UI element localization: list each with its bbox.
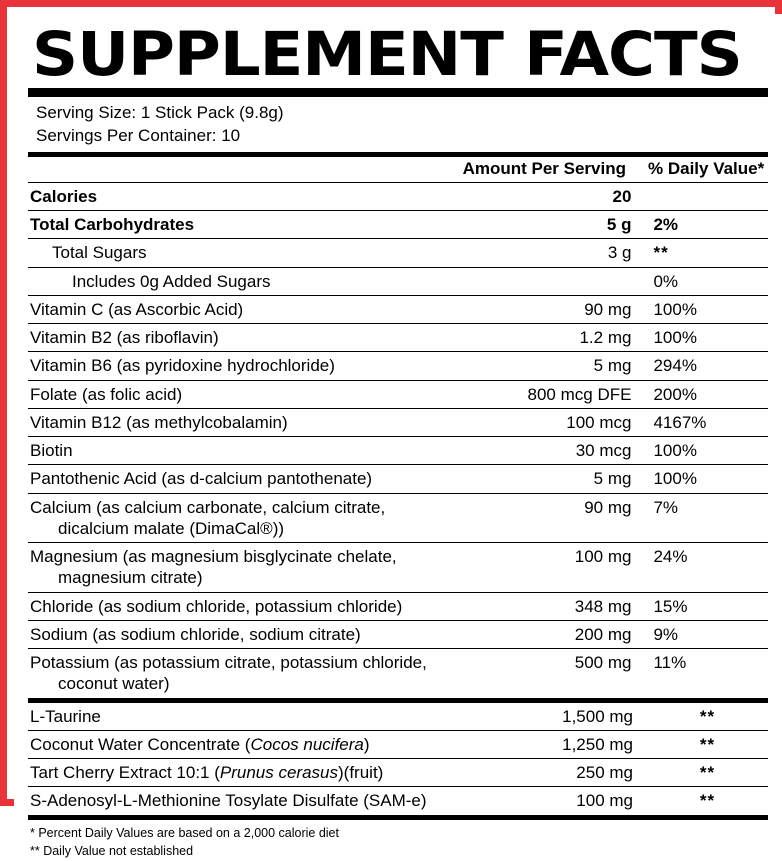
ingredient-latin-name: Cocos nucifera (250, 734, 364, 754)
serving-size: Serving Size: 1 Stick Pack (9.8g) (36, 102, 284, 122)
nutrient-amount: 3 g (473, 239, 646, 267)
nutrient-daily-value: 100% (645, 324, 768, 352)
nutrient-name: Includes 0g Added Sugars (28, 267, 473, 295)
nutrient-daily-value: 0% (645, 267, 768, 295)
nutrient-name: Calcium (as calcium carbonate, calcium citrate, dicalcium malate (DimaCal®)) (28, 493, 473, 543)
nutrient-daily-value (645, 183, 768, 211)
nutrient-daily-value: 2% (645, 211, 768, 239)
table-row (28, 649, 768, 698)
ingredient-amount: 1,500 mg (562, 706, 633, 726)
nutrient-amount: 100 mg (473, 543, 646, 593)
nutrient-name: Magnesium (as magnesium bisglycinate chelate, magnesium citrate) (28, 543, 473, 593)
ingredient-daily-value: ** (647, 787, 768, 815)
nutrient-daily-value: 294% (645, 352, 768, 380)
column-header-amount: Amount Per Serving (462, 158, 626, 178)
table-row (28, 183, 768, 211)
table-row (28, 211, 768, 239)
nutrient-name: Sodium (as sodium chloride, sodium citrate) (28, 620, 473, 648)
nutrient-amount: 800 mcg DFE (473, 380, 646, 408)
nutrient-amount: 90 mg (473, 493, 646, 543)
nutrient-daily-value: 7% (645, 493, 768, 543)
nutrient-name: Folate (as folic acid) (28, 380, 473, 408)
nutrient-amount (473, 267, 646, 295)
table-row (28, 324, 768, 352)
table-row (28, 787, 768, 815)
table-row (28, 239, 768, 267)
nutrient-daily-value: 4167% (645, 408, 768, 436)
table-row (28, 493, 768, 543)
ingredient-name: Tart Cherry Extract 10:1 (Prunus cerasus)(fruit) (28, 759, 462, 787)
table-row (28, 592, 768, 620)
nutrient-daily-value: ** (645, 239, 768, 267)
ingredient-name: S-Adenosyl-L-Methionine Tosylate Disulfate (SAM-e) (28, 787, 462, 815)
ingredient-daily-value: ** (647, 759, 768, 787)
nutrient-daily-value: 15% (645, 592, 768, 620)
nutrient-name: Chloride (as sodium chloride, potassium chloride) (28, 592, 473, 620)
ingredient-daily-value: ** (647, 730, 768, 758)
nutrient-amount: 348 mg (473, 592, 646, 620)
nutrient-daily-value: 100% (645, 295, 768, 323)
table-row (28, 703, 768, 731)
nutrient-name: Vitamin B6 (as pyridoxine hydrochloride) (28, 352, 473, 380)
nutrient-amount: 5 mg (473, 352, 646, 380)
footnote-2: ** Daily Value not established (30, 844, 194, 859)
ingredient-latin-name: Prunus cerasus (219, 763, 339, 783)
table-row (28, 408, 768, 436)
ingredient-name: L-Taurine (30, 706, 101, 726)
footnote-1: * Percent Daily Values are based on a 2,000 calorie diet (30, 825, 339, 840)
table-row (28, 380, 768, 408)
table-row (28, 267, 768, 295)
nutrient-name: Vitamin B12 (as methylcobalamin) (28, 408, 473, 436)
nutrient-name: Calories (30, 186, 98, 206)
footnotes (28, 824, 768, 861)
table-row (28, 465, 768, 493)
table-row (28, 543, 768, 593)
nutrient-amount: 200 mg (473, 620, 646, 648)
table-row (28, 620, 768, 648)
nutrient-name: Potassium (as potassium citrate, potassium chloride, coconut water) (28, 649, 473, 698)
nutrient-daily-value: 11% (645, 649, 768, 698)
nutrient-name: Vitamin C (as Ascorbic Acid) (28, 295, 473, 323)
nutrient-amount: 5 mg (473, 465, 646, 493)
nutrient-daily-value: 100% (645, 437, 768, 465)
nutrient-name: Total Carbohydrates (28, 211, 473, 239)
nutrition-table (28, 157, 768, 182)
ingredient-amount: 250 mg (462, 759, 648, 787)
nutrient-name: Total Sugars (28, 239, 473, 267)
nutrient-name: Vitamin B2 (as riboflavin) (28, 324, 473, 352)
nutrient-name-continued: dicalcium malate (DimaCal®)) (58, 518, 285, 538)
ingredient-amount: 1,250 mg (462, 730, 648, 758)
nutrient-amount: 90 mg (473, 295, 646, 323)
table-row (28, 352, 768, 380)
nutrient-amount: 500 mg (473, 649, 646, 698)
ingredient-rows (28, 703, 768, 815)
nutrient-amount: 20 (612, 186, 632, 206)
table-header-row (28, 157, 768, 182)
table-row (28, 730, 768, 758)
ingredient-amount: 100 mg (462, 787, 648, 815)
nutrient-amount: 100 mcg (473, 408, 646, 436)
nutrient-amount: 1.2 mg (473, 324, 646, 352)
nutrition-rows (28, 183, 768, 698)
nutrient-name-continued: coconut water) (58, 674, 170, 694)
nutrient-name: Pantothenic Acid (as d-calcium pantothenate) (28, 465, 473, 493)
table-row (28, 759, 768, 787)
ingredient-daily-value: ** (699, 706, 716, 726)
nutrient-name-continued: magnesium citrate) (58, 568, 203, 588)
servings-per-container: Servings Per Container: 10 (36, 125, 241, 145)
nutrient-amount: 5 g (473, 211, 646, 239)
table-row (28, 295, 768, 323)
ingredient-name: Coconut Water Concentrate (Cocos nucifera) (28, 730, 462, 758)
divider-below-blend (28, 815, 768, 820)
supplement-facts-inner (14, 14, 782, 859)
page-title: SUPPLEMENT FACTS (32, 19, 742, 90)
nutrient-daily-value: 100% (645, 465, 768, 493)
column-header-nutrient (28, 157, 456, 182)
nutrient-daily-value: 200% (645, 380, 768, 408)
nutrient-amount: 30 mcg (473, 437, 646, 465)
nutrient-daily-value: 9% (645, 620, 768, 648)
column-header-daily-value: % Daily Value* (648, 158, 765, 178)
table-row (28, 437, 768, 465)
nutrient-daily-value: 24% (645, 543, 768, 593)
nutrient-name: Biotin (28, 437, 473, 465)
